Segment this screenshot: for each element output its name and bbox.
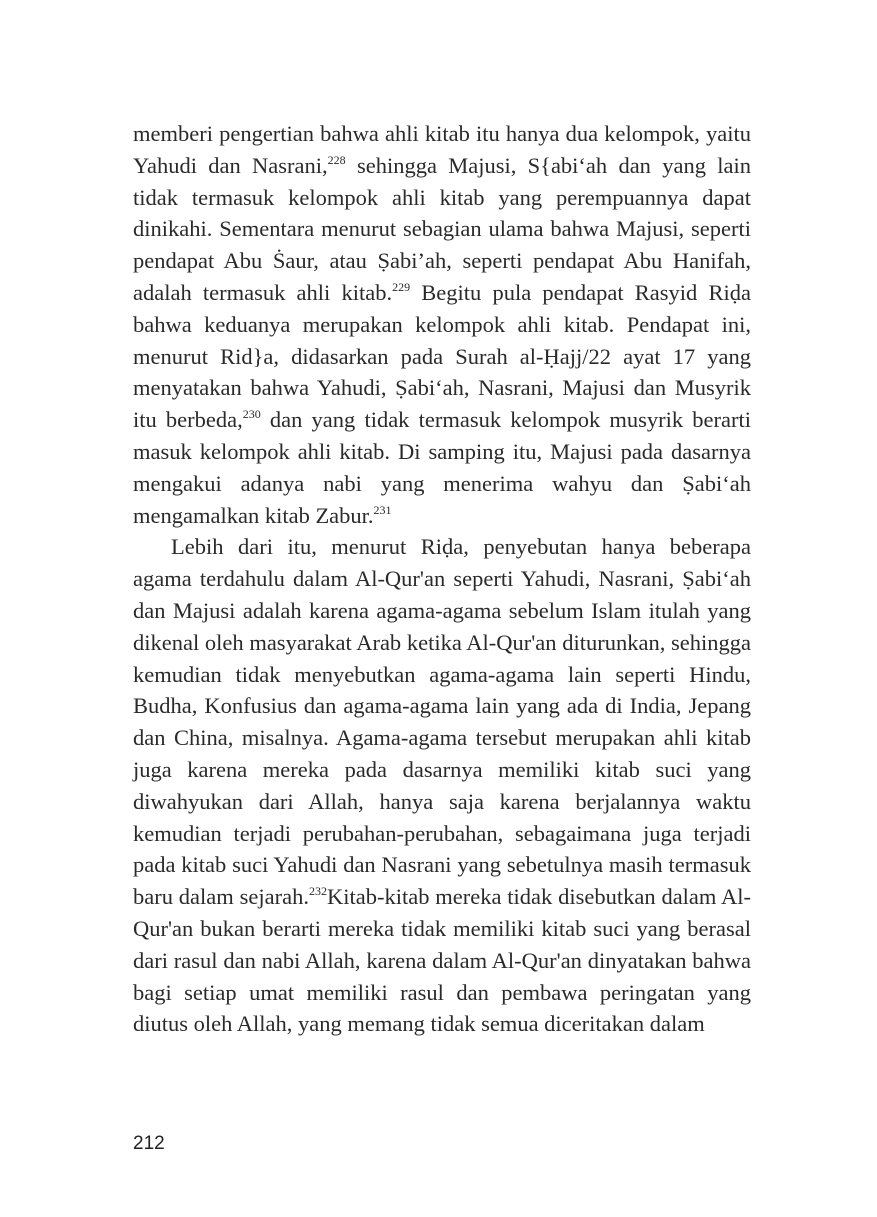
footnote-ref-231[interactable]: 231 [373,502,392,517]
footnote-ref-232[interactable]: 232 [308,884,327,899]
text-run: Begitu pula pendapat Rasyid Riḍa bahwa keduanya merupakan kelompok ahli kitab. Pendapat ini, menurut Rid}a, didasarkan pada Surah al-Ḥajj/22 ayat 17 yang menyatakan bahwa Yahudi, Ṣabi‘ah, Nasrani, Majusi dan Musyrik itu berbeda, [133,279,751,433]
text-run: Kitab-kitab mereka tidak disebutkan dalam Al-Qur'an bukan berarti mereka tidak memiliki kitab suci yang berasal dari rasul dan nabi Allah, karena dalam Al-Qur'an dinyatakan bahwa bagi setiap umat memiliki rasul dan pembawa peringatan yang diutus oleh Allah, yang memang tidak semua diceritakan dalam [133,884,752,1037]
footnote-ref-230[interactable]: 230 [242,407,261,422]
paragraph-1 [133,118,751,531]
text-run: dan yang tidak termasuk kelompok musyrik berarti masuk kelompok ahli kitab. Di samping itu, Majusi pada dasarnya mengakui adanya nabi yang menerima wahyu dan Ṣabi‘ah mengamalkan kitab Zabur. [133,407,751,528]
text-run: Lebih dari itu, menurut Riḍa, penyebutan hanya beberapa agama terdahulu dalam Al-Qur'an seperti Yahudi, Nasrani, Ṣabi‘ah dan Majusi adalah karena agama-agama sebelum Islam itulah yang dikenal oleh masyarakat Arab ketika Al-Qur'an diturunkan, sehingga kemudian tidak menyebutkan agama-agama lain seperti Hindu, Budha, Konfusius dan agama-agama lain yang ada di India, Jepang dan China, misalnya. Agama-agama tersebut merupakan ahli kitab juga karena mereka pada dasarnya memiliki kitab suci yang diwahyukan dari Allah, hanya saja karena berjalannya waktu kemudian terjadi perubahan-perubahan, sebagaimana juga terjadi pada kitab suci Yahudi dan Nasrani yang sebetulnya masih termasuk baru dalam sejarah. [133,534,751,910]
page-number: 212 [133,1133,165,1154]
body-text [133,118,751,1040]
footnote-ref-229[interactable]: 229 [392,279,411,294]
footnote-ref-228[interactable]: 228 [327,152,346,167]
text-run: memberi pengertian bahwa ahli kitab itu hanya dua kelompok, yaitu Yahudi dan Nasrani, [133,121,751,178]
paragraph-2 [133,531,751,1040]
text-run: sehingga Majusi, S{abi‘ah dan yang lain tidak termasuk kelompok ahli kitab yang perempuannya dapat dinikahi. Sementara menurut sebagian ulama bahwa Majusi, seperti pendapat Abu Ṡaur, atau Ṣabi’ah, seperti pendapat Abu Hanifah, adalah termasuk ahli kitab. [133,152,751,305]
